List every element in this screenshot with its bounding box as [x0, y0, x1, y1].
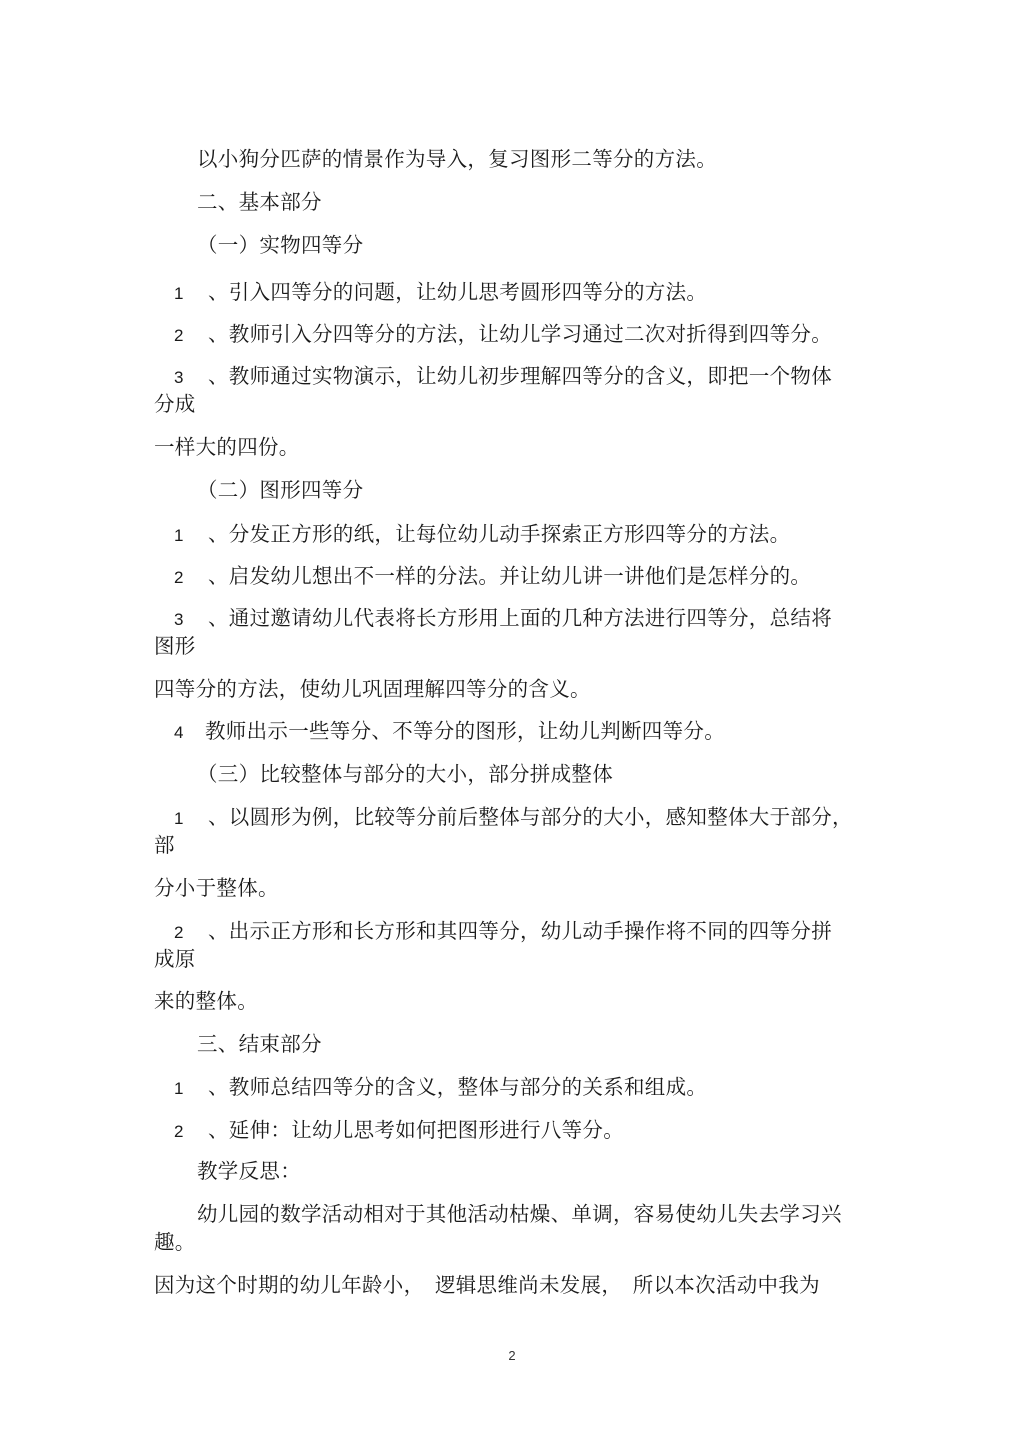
- subsection-heading: （三）比较整体与部分的大小，部分拼成整体: [197, 762, 613, 786]
- list-item: 1 、以圆形为例，比较等分前后整体与部分的大小，感知整体大于部分，: [174, 804, 853, 832]
- item-number: 1: [174, 1079, 184, 1098]
- text-line: 以小狗分匹萨的情景作为导入，复习图形二等分的方法。: [197, 147, 717, 171]
- item-number: 3: [174, 368, 184, 387]
- item-number: 3: [174, 610, 184, 629]
- text-line: 成原: [154, 947, 196, 971]
- subsection-heading: （一）实物四等分: [197, 233, 364, 257]
- item-number: 4: [174, 723, 184, 742]
- text-line: 幼儿园的数学活动相对于其他活动枯燥、单调，容易使幼儿失去学习兴: [197, 1202, 842, 1226]
- text-line: 分成: [154, 392, 196, 416]
- text-line: 教学反思：: [197, 1159, 301, 1183]
- page-number: 2: [508, 1348, 516, 1363]
- text-line: 图形: [154, 634, 196, 658]
- item-number: 2: [174, 1122, 184, 1141]
- text-line: 分小于整体。: [154, 876, 279, 900]
- subsection-heading: （二）图形四等分: [197, 478, 364, 502]
- list-item: 1 、引入四等分的问题，让幼儿思考圆形四等分的方法。: [174, 279, 707, 307]
- item-number: 1: [174, 526, 184, 545]
- list-item: 3 、通过邀请幼儿代表将长方形用上面的几种方法进行四等分，总结将: [174, 605, 832, 633]
- item-number: 2: [174, 326, 184, 345]
- item-number: 1: [174, 284, 184, 303]
- text-line: 四等分的方法，使幼儿巩固理解四等分的含义。: [154, 677, 591, 701]
- list-item: 3 、教师通过实物演示，让幼儿初步理解四等分的含义，即把一个物体: [174, 363, 832, 391]
- text-line: 部: [154, 833, 175, 857]
- list-item: 2 、启发幼儿想出不一样的分法。并让幼儿讲一讲他们是怎样分的。: [174, 563, 811, 591]
- text-line: 一样大的四份。: [154, 435, 300, 459]
- item-number: 2: [174, 568, 184, 587]
- list-item: 1 、分发正方形的纸，让每位幼儿动手探索正方形四等分的方法。: [174, 521, 790, 549]
- list-item: 4 教师出示一些等分、不等分的图形，让幼儿判断四等分。: [174, 718, 725, 746]
- list-item: 2 、延伸：让幼儿思考如何把图形进行八等分。: [174, 1117, 624, 1145]
- text-line: 来的整体。: [154, 989, 258, 1013]
- list-item: 2 、出示正方形和长方形和其四等分，幼儿动手操作将不同的四等分拼: [174, 918, 832, 946]
- section-heading: 三、结束部分: [197, 1032, 322, 1056]
- item-number: 2: [174, 923, 184, 942]
- section-heading: 二、基本部分: [197, 190, 322, 214]
- text-line: 因为这个时期的幼儿年龄小， 逻辑思维尚未发展， 所以本次活动中我为: [154, 1273, 820, 1297]
- item-number: 1: [174, 809, 184, 828]
- text-line: 趣。: [154, 1230, 196, 1254]
- list-item: 1 、教师总结四等分的含义，整体与部分的关系和组成。: [174, 1074, 707, 1102]
- list-item: 2 、教师引入分四等分的方法，让幼儿学习通过二次对折得到四等分。: [174, 321, 832, 349]
